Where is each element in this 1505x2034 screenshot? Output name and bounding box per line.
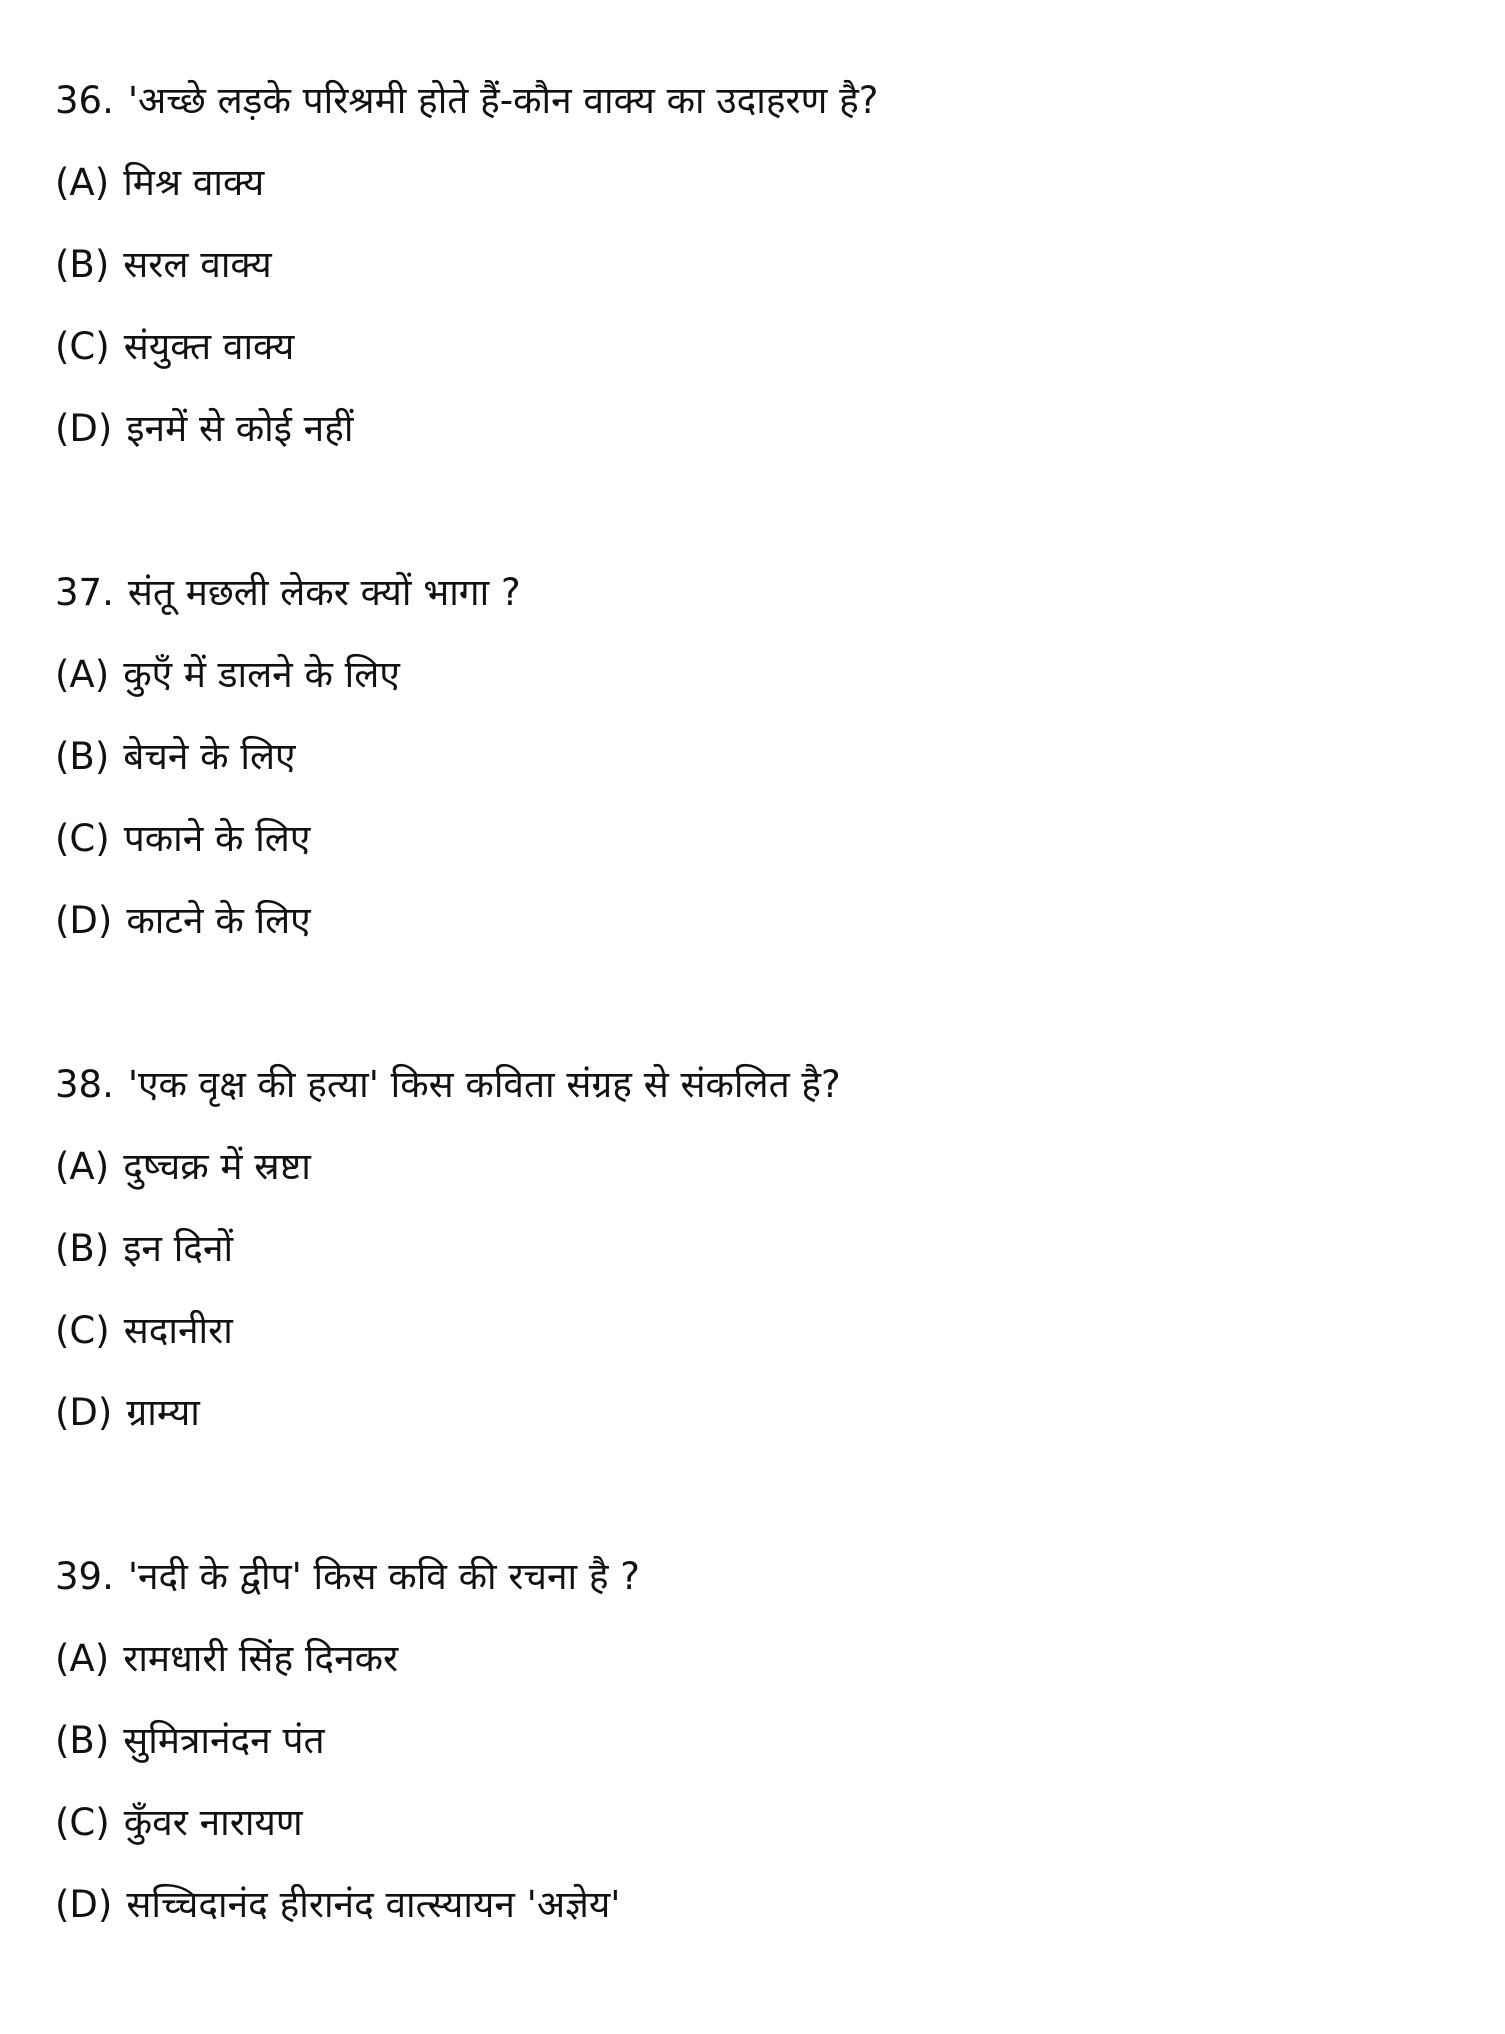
option-item bbox=[55, 142, 1465, 224]
option-text: सदानीरा bbox=[123, 1309, 233, 1352]
option-label: (C) bbox=[55, 817, 110, 860]
question-block bbox=[55, 1044, 1465, 1454]
question-text bbox=[55, 1536, 1465, 1618]
question-stem: संतू मछली लेकर क्यों भागा ? bbox=[127, 571, 521, 614]
question-block bbox=[55, 60, 1465, 470]
option-item bbox=[55, 1372, 1465, 1454]
option-text: रामधारी सिंह दिनकर bbox=[123, 1637, 399, 1680]
option-label: (C) bbox=[55, 325, 110, 368]
option-text: इनमें से कोई नहीं bbox=[126, 407, 354, 450]
question-block bbox=[55, 552, 1465, 962]
question-sheet bbox=[55, 60, 1465, 2028]
option-item bbox=[55, 1864, 1465, 1946]
option-text: कुँवर नारायण bbox=[123, 1801, 303, 1844]
option-label: (D) bbox=[55, 1883, 113, 1926]
option-item bbox=[55, 716, 1465, 798]
option-item bbox=[55, 1618, 1465, 1700]
question-stem: 'अच्छे लड़के परिश्रमी होते हैं-कौन वाक्य का उदाहरण है? bbox=[127, 79, 879, 122]
question-number: 39. bbox=[55, 1555, 114, 1598]
option-item bbox=[55, 306, 1465, 388]
question-number: 36. bbox=[55, 79, 114, 122]
option-item bbox=[55, 1126, 1465, 1208]
question-text bbox=[55, 60, 1465, 142]
option-item bbox=[55, 224, 1465, 306]
option-text: पकाने के लिए bbox=[123, 817, 311, 860]
option-label: (A) bbox=[55, 161, 110, 204]
option-label: (C) bbox=[55, 1309, 110, 1352]
option-label: (D) bbox=[55, 1391, 113, 1434]
option-label: (C) bbox=[55, 1801, 110, 1844]
option-text: कुएँ में डालने के लिए bbox=[123, 653, 400, 696]
option-text: दुष्चक्र में स्रष्टा bbox=[123, 1145, 311, 1188]
option-label: (B) bbox=[55, 1719, 110, 1762]
option-text: बेचने के लिए bbox=[123, 735, 296, 778]
option-label: (D) bbox=[55, 407, 113, 450]
option-label: (D) bbox=[55, 899, 113, 942]
option-label: (A) bbox=[55, 653, 110, 696]
option-item bbox=[55, 1700, 1465, 1782]
option-text: सच्चिदानंद हीरानंद वात्स्यायन 'अज्ञेय' bbox=[126, 1883, 621, 1926]
option-item bbox=[55, 388, 1465, 470]
question-stem: 'एक वृक्ष की हत्या' किस कविता संग्रह से संकलित है? bbox=[127, 1063, 841, 1106]
option-item bbox=[55, 1782, 1465, 1864]
option-item bbox=[55, 1208, 1465, 1290]
question-block bbox=[55, 1536, 1465, 1946]
option-text: सरल वाक्य bbox=[123, 243, 272, 286]
option-item bbox=[55, 880, 1465, 962]
option-label: (B) bbox=[55, 1227, 110, 1270]
option-item bbox=[55, 1290, 1465, 1372]
option-text: सुमित्रानंदन पंत bbox=[123, 1719, 325, 1762]
option-text: ग्राम्या bbox=[126, 1391, 200, 1434]
option-text: इन दिनों bbox=[123, 1227, 234, 1270]
question-text bbox=[55, 1044, 1465, 1126]
option-text: काटने के लिए bbox=[126, 899, 311, 942]
option-label: (B) bbox=[55, 243, 110, 286]
question-text bbox=[55, 552, 1465, 634]
option-text: संयुक्त वाक्य bbox=[123, 325, 295, 368]
question-number: 38. bbox=[55, 1063, 114, 1106]
option-text: मिश्र वाक्य bbox=[123, 161, 265, 204]
option-label: (B) bbox=[55, 735, 110, 778]
question-number: 37. bbox=[55, 571, 114, 614]
option-label: (A) bbox=[55, 1145, 110, 1188]
option-item bbox=[55, 798, 1465, 880]
option-label: (A) bbox=[55, 1637, 110, 1680]
option-item bbox=[55, 634, 1465, 716]
question-stem: 'नदी के द्वीप' किस कवि की रचना है ? bbox=[127, 1555, 640, 1598]
